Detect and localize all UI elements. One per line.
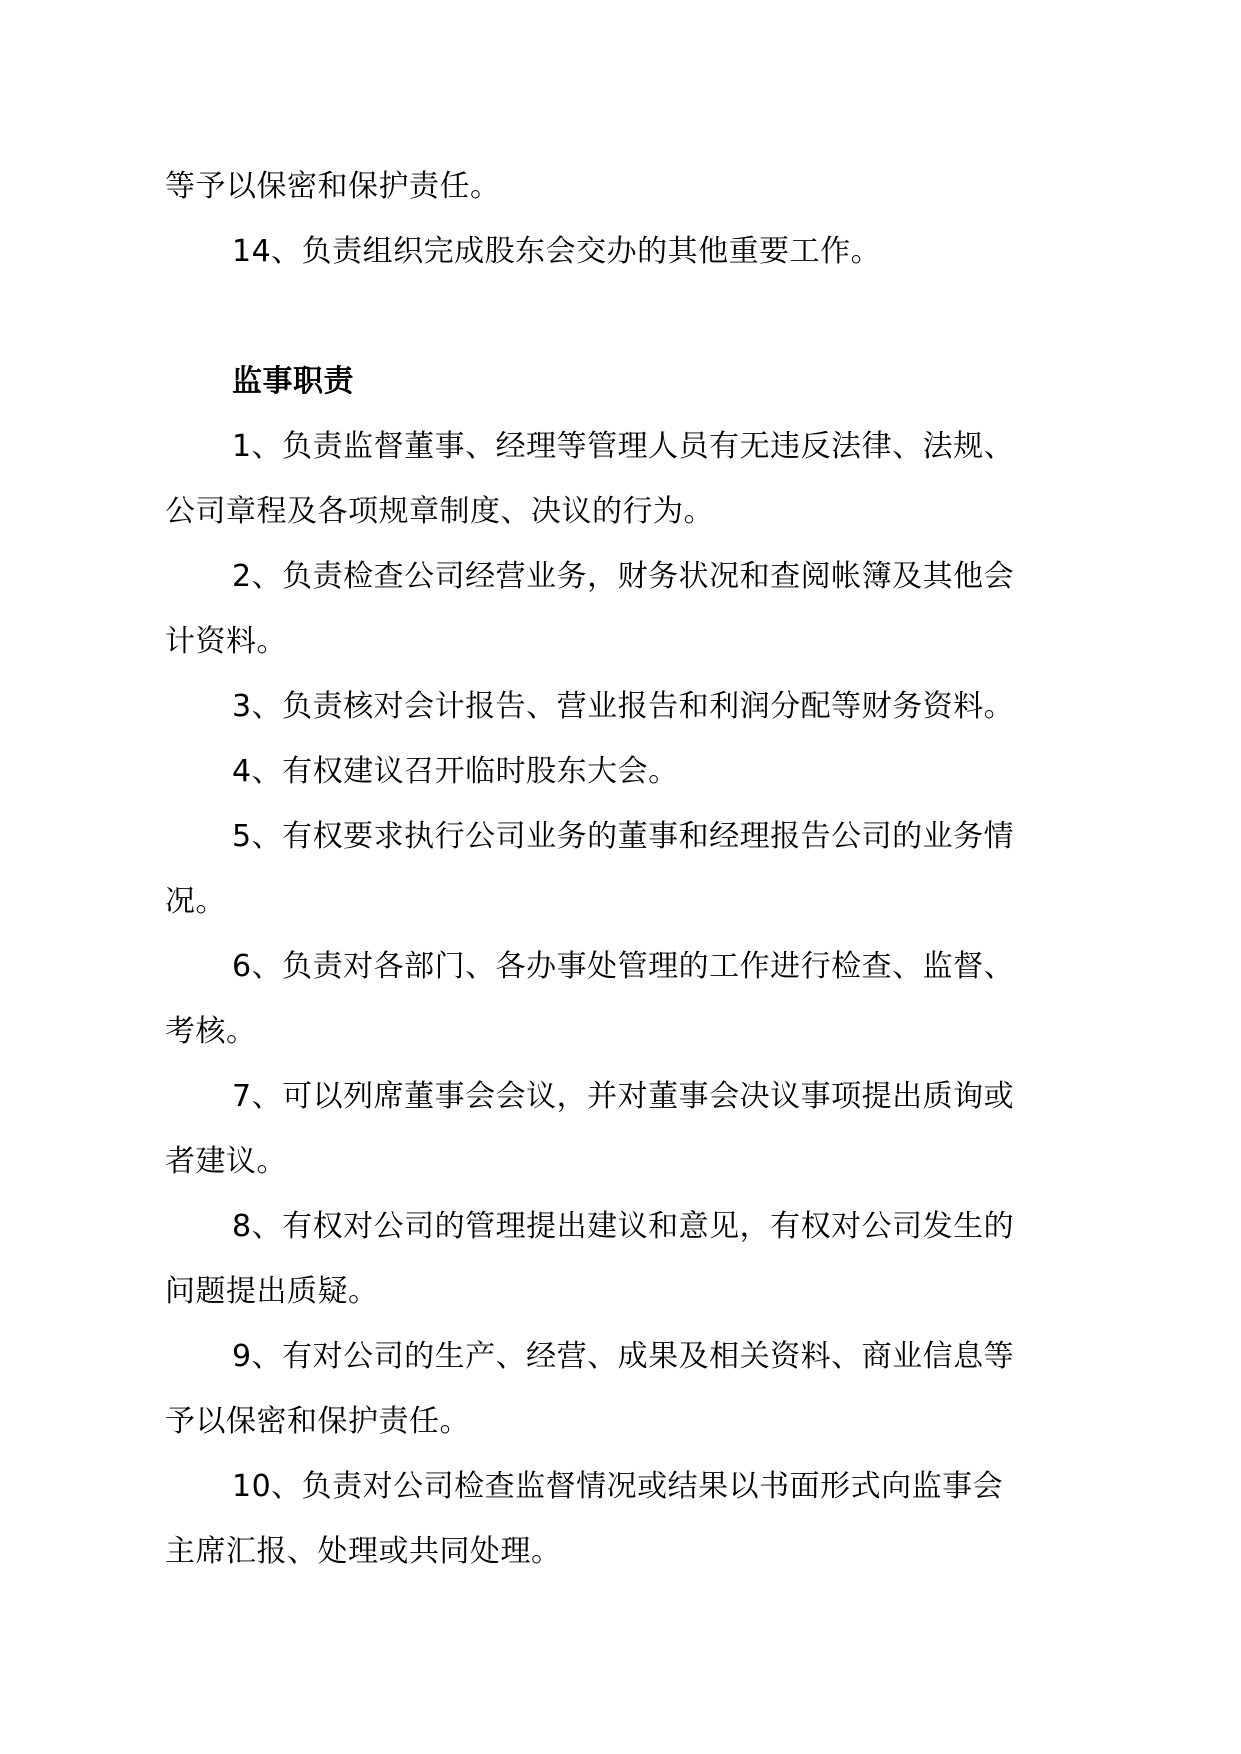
duty-item-8-line-2: 问题提出质疑。	[165, 1274, 379, 1309]
duty-item-1-line-2: 公司章程及各项规章制度、决议的行为。	[165, 494, 714, 529]
duty-item-7-line-1: 7、可以列席董事会会议，并对董事会决议事项提出质询或	[232, 1079, 1015, 1114]
duty-item-9-line-1: 9、有对公司的生产、经营、成果及相关资料、商业信息等	[232, 1339, 1015, 1374]
duty-item-2-line-1: 2、负责检查公司经营业务，财务状况和查阅帐簿及其他会	[232, 559, 1015, 594]
duty-item-7-line-2: 者建议。	[165, 1144, 287, 1179]
duty-item-6-line-2: 考核。	[165, 1014, 257, 1049]
document-body	[165, 154, 1085, 1584]
duty-item-5-line-1: 5、有权要求执行公司业务的董事和经理报告公司的业务情	[232, 819, 1015, 854]
duty-item-8-line-1: 8、有权对公司的管理提出建议和意见，有权对公司发生的	[232, 1209, 1015, 1244]
duty-item-9-line-2: 予以保密和保护责任。	[165, 1404, 470, 1439]
supervisor-duties-heading: 监事职责	[232, 364, 354, 399]
duty-item-2-line-2: 计资料。	[165, 624, 287, 659]
duty-item-4-line-1: 4、有权建议召开临时股东大会。	[232, 754, 679, 789]
duty-item-1-line-1: 1、负责监督董事、经理等管理人员有无违反法律、法规、	[232, 429, 1015, 464]
duty-item-10-line-2: 主席汇报、处理或共同处理。	[165, 1534, 562, 1569]
duty-item-3-line-1: 3、负责核对会计报告、营业报告和利润分配等财务资料。	[232, 689, 1015, 724]
previous-section-item-14: 14、负责组织完成股东会交办的其他重要工作。	[232, 234, 882, 269]
duty-item-10-line-1: 10、负责对公司检查监督情况或结果以书面形式向监事会	[232, 1469, 1004, 1504]
duty-item-6-line-1: 6、负责对各部门、各办事处管理的工作进行检查、监督、	[232, 949, 1015, 984]
previous-section-tail-line: 等予以保密和保护责任。	[165, 169, 501, 204]
section-spacer	[165, 284, 1085, 349]
duty-item-5-line-2: 况。	[165, 884, 226, 919]
